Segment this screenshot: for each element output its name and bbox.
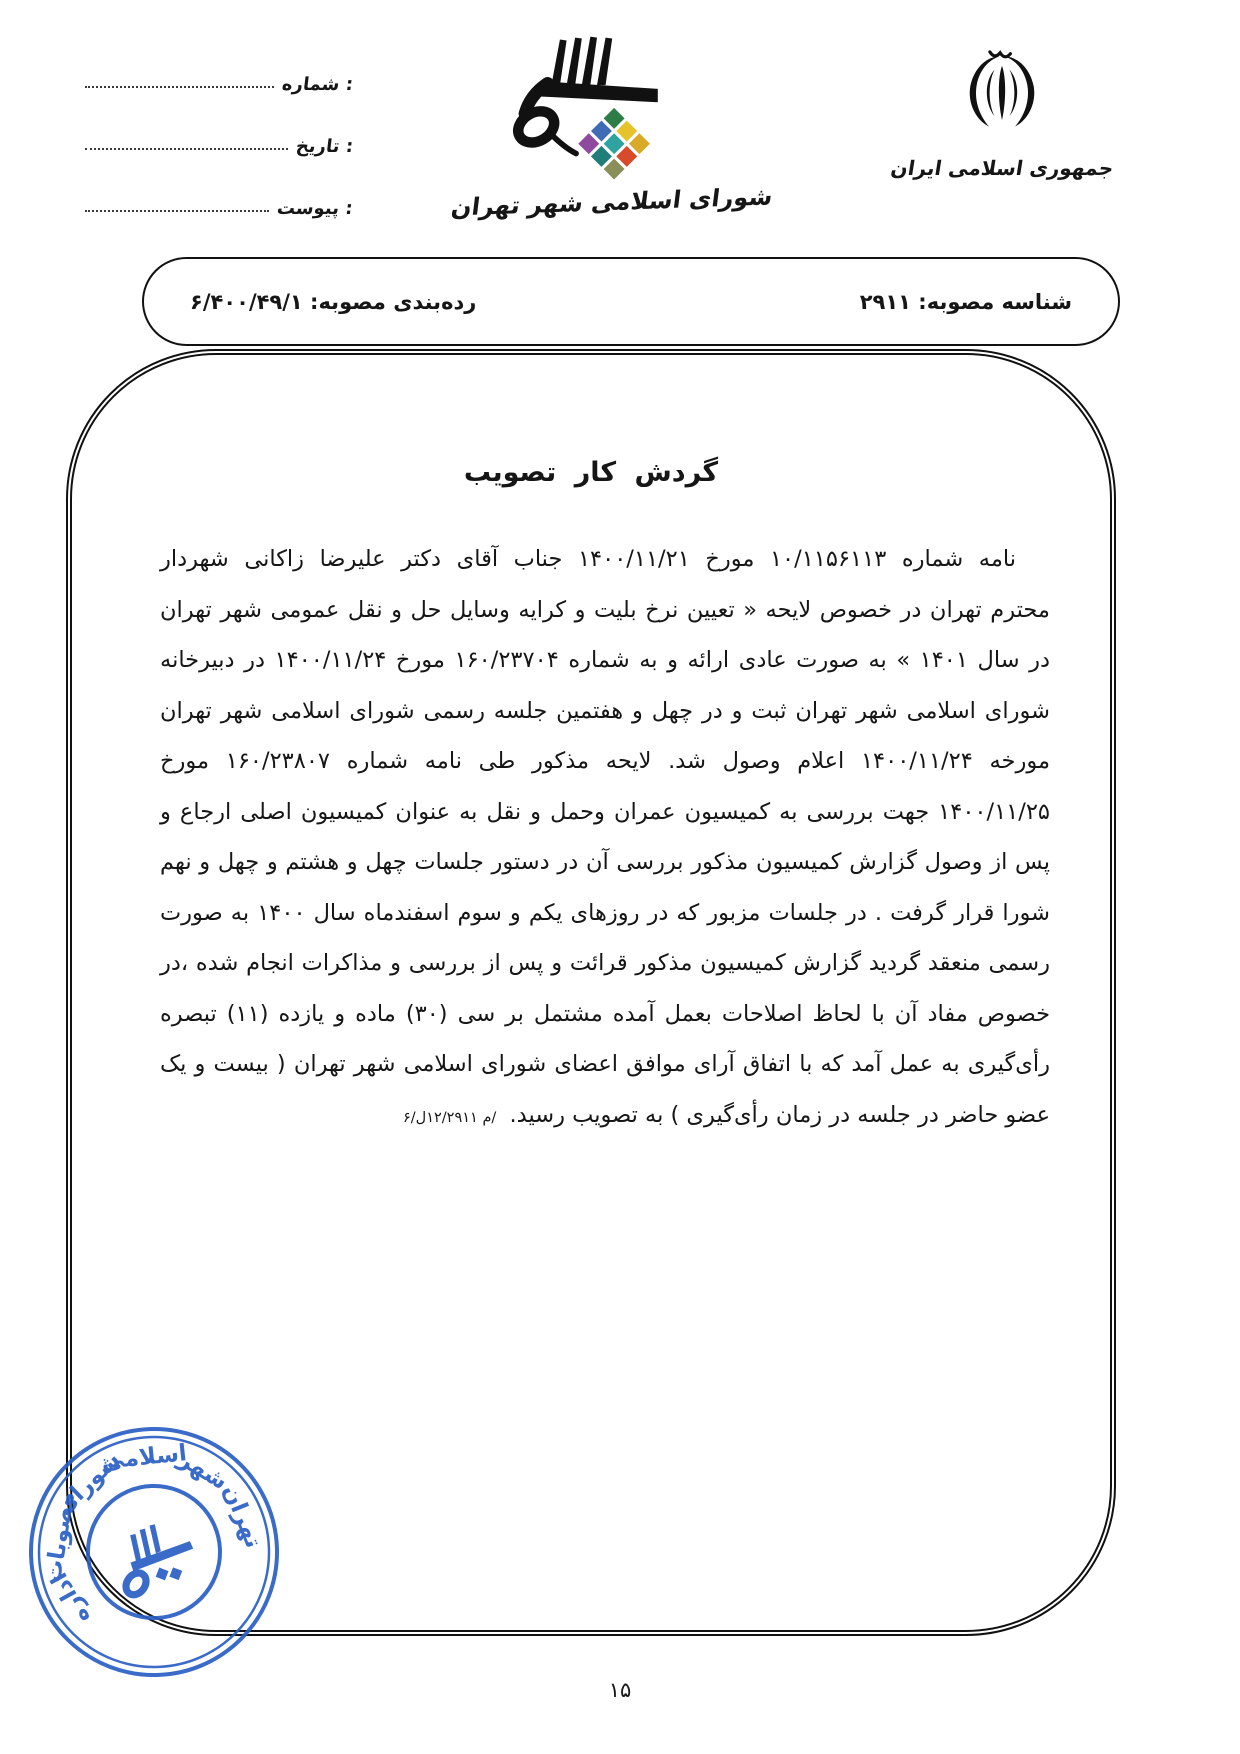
emblem-caption: جمهوری اسلامی ایران	[888, 156, 1116, 180]
dotted-line	[85, 148, 288, 150]
logo-mosaic	[578, 108, 650, 180]
body-line: نامه شماره ۱۰/۱۱۵۶۱۱۳ مورخ ۱۴۰۰/۱۱/۲۱ جناب آقای دکتر علیرضا زاکانی شهردار	[160, 546, 1016, 572]
council-logo-icon	[491, 30, 703, 182]
field-label-date: تاریخ :	[294, 136, 355, 157]
stamp-word: اداره	[46, 1567, 96, 1629]
council-logo-caption: شورای اسلامی شهر تهران	[449, 182, 775, 222]
stamp-word: شهر	[173, 1446, 232, 1496]
stamp-center-logo	[103, 1513, 202, 1602]
body-line: رأی‌گیری به عمل آمد که با اتفاق آرای موافق اعضای شورای اسلامی شهر تهران ( بیست و یک	[160, 1051, 1050, 1077]
dotted-line	[85, 210, 269, 212]
stamp-word: مصوبات	[40, 1489, 81, 1585]
body-line: مورخه ۱۴۰۰/۱۱/۲۴ اعلام وصول شد. لایحه مذکور طی نامه شماره ۱۶۰/۲۳۸۰۷ مورخ	[160, 748, 1050, 774]
body-line: محترم تهران در خصوص لایحه « تعیین نرخ بلیت و کرایه وسایل حل و نقل عمومی شهر تهران	[160, 596, 1050, 623]
body-line: در سال ۱۴۰۱ » به صورت عادی ارائه و به شماره ۱۶۰/۲۳۷۰۴ مورخ ۱۴۰۰/۱۱/۲۴ در دبیرخانه	[160, 647, 1050, 673]
letterhead-field-row	[85, 114, 353, 157]
body-line: شورای اسلامی شهر تهران ثبت و در چهل و هفتمین جلسه رسمی شورای اسلامی شهر تهران	[160, 697, 1050, 724]
council-logo	[449, 30, 775, 222]
document-body	[160, 534, 1050, 1143]
iran-emblem	[868, 44, 1136, 180]
ref-code: /م ۱۲/۲۹۱۱ل/۶	[403, 1109, 497, 1126]
page-number: ۱۵	[608, 1678, 632, 1702]
allah-emblem-icon	[946, 44, 1058, 140]
stamp-word: تهران	[217, 1481, 267, 1552]
field-label-attachment: پیوست :	[276, 198, 355, 219]
body-line: شورا قرار گرفت . در جلسات مزبور که در روزهای یکم و سوم اسفندماه سال ۱۴۰۰ به صورت	[160, 899, 1051, 926]
document-title: گردش کار تصویب	[463, 457, 719, 488]
body-line: پس از وصول گزارش کمیسیون مذکور بررسی آن در دستور جلسات چهل و هشتم و چهل و نهم	[160, 849, 1050, 875]
body-line: ۱۴۰۰/۱۱/۲۵ جهت بررسی به کمیسیون عمران وحمل و نقل به عنوان کمیسیون اصلی ارجاع و	[160, 798, 1050, 825]
stamp-word: شورای	[50, 1446, 126, 1521]
letterhead-field-row	[85, 52, 353, 95]
stamp-word: اسلامی	[100, 1440, 188, 1475]
body-line: خصوص مفاد آن با لحاظ اصلاحات بعمل آمده مشتمل بر سی (۳۰) ماده و یازده (۱۱) تبصره	[160, 1000, 1051, 1027]
body-line-last	[160, 1090, 1050, 1144]
approval-id-bar	[142, 257, 1120, 346]
body-line: عضو حاضر در جلسه در زمان رأی‌گیری ) به تصویب رسید.	[509, 1101, 1050, 1128]
dotted-line	[85, 86, 274, 88]
field-label-number: شماره :	[280, 74, 355, 95]
approval-id: شناسه مصوبه: ۲۹۱۱	[859, 289, 1072, 314]
body-line: رسمی منعقد گردید گزارش کمیسیون مذکور قرائت و پس از بررسی و مذاکرات انجام شده ،در	[160, 950, 1050, 976]
approval-classification: رده‌بندی مصوبه: ۶/۴۰۰/۴۹/۱	[190, 289, 477, 314]
letterhead-field-row	[85, 176, 353, 219]
letterhead-fields	[85, 52, 353, 238]
